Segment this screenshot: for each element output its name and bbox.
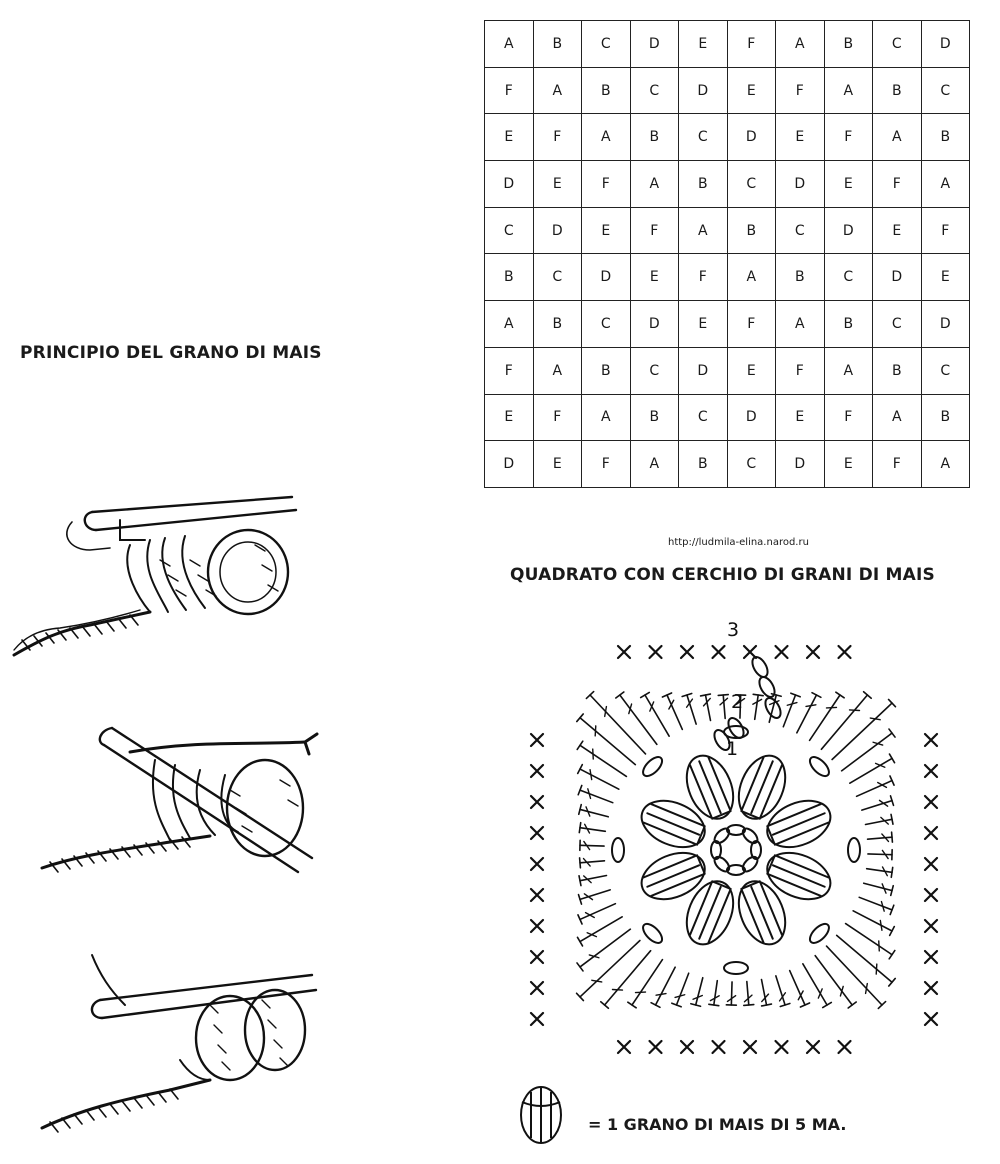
grid-cell: C: [921, 67, 970, 114]
grid-cell: B: [921, 394, 970, 441]
grid-cell: D: [485, 161, 534, 208]
grid-cell: A: [533, 67, 582, 114]
grid-cell: D: [533, 207, 582, 254]
grid-cell: B: [533, 21, 582, 68]
grid-cell: C: [727, 161, 776, 208]
grid-cell: F: [533, 394, 582, 441]
grid-cell: F: [776, 67, 825, 114]
source-url: http://ludmila-elina.narod.ru: [668, 537, 809, 548]
grid-cell: F: [921, 207, 970, 254]
grid-cell: A: [873, 114, 922, 161]
grid-cell: E: [776, 394, 825, 441]
grid-cell: B: [873, 347, 922, 394]
grid-cell: F: [582, 441, 631, 488]
grid-cell: C: [727, 441, 776, 488]
legend-text: = 1 GRANO DI MAIS DI 5 MA.: [588, 1115, 847, 1134]
grid-cell: E: [533, 441, 582, 488]
grid-cell: B: [485, 254, 534, 301]
grid-cell: E: [485, 114, 534, 161]
grid-cell: A: [873, 394, 922, 441]
grid-cell: A: [727, 254, 776, 301]
grid-cell: A: [921, 441, 970, 488]
grid-cell: C: [533, 254, 582, 301]
grid-cell: B: [776, 254, 825, 301]
round-number-1: 1: [726, 738, 739, 760]
grid-cell: A: [921, 161, 970, 208]
grid-cell: B: [582, 347, 631, 394]
grid-cell: F: [824, 394, 873, 441]
grid-cell: C: [679, 394, 728, 441]
grid-cell: C: [824, 254, 873, 301]
grid-cell: F: [485, 347, 534, 394]
grid-cell: E: [533, 161, 582, 208]
grid-cell: F: [679, 254, 728, 301]
grid-cell: E: [727, 347, 776, 394]
grid-cell: D: [727, 114, 776, 161]
grid-cell: D: [485, 441, 534, 488]
grid-cell: D: [921, 21, 970, 68]
grid-cell: C: [630, 347, 679, 394]
grid-cell: B: [679, 161, 728, 208]
grid-cell: B: [630, 114, 679, 161]
grid-cell: D: [582, 254, 631, 301]
grid-cell: F: [727, 21, 776, 68]
grid-cell: A: [582, 394, 631, 441]
grid-cell: B: [824, 21, 873, 68]
grid-cell: E: [873, 207, 922, 254]
grid-cell: D: [630, 301, 679, 348]
grid-cell: B: [727, 207, 776, 254]
grid-cell: E: [679, 21, 728, 68]
grid-cell: C: [679, 114, 728, 161]
grid-cell: F: [873, 161, 922, 208]
round-number-2: 2: [731, 691, 744, 713]
grid-cell: D: [824, 207, 873, 254]
grid-cell: D: [679, 67, 728, 114]
grid-cell: C: [582, 21, 631, 68]
grid-cell: E: [727, 67, 776, 114]
grid-cell: D: [630, 21, 679, 68]
grid-cell: B: [921, 114, 970, 161]
grid-cell: D: [679, 347, 728, 394]
grid-cell: D: [921, 301, 970, 348]
grid-cell: B: [679, 441, 728, 488]
grid-cell: F: [873, 441, 922, 488]
round-number-3: 3: [727, 619, 740, 641]
grid-cell: E: [582, 207, 631, 254]
grid-cell: F: [582, 161, 631, 208]
grid-cell: B: [873, 67, 922, 114]
grid-cell: F: [727, 301, 776, 348]
grid-cell: F: [630, 207, 679, 254]
grid-cell: A: [776, 301, 825, 348]
grid-cell: A: [630, 161, 679, 208]
grid-cell: B: [582, 67, 631, 114]
grid-cell: A: [776, 21, 825, 68]
grid-cell: A: [824, 347, 873, 394]
grid-cell: E: [776, 114, 825, 161]
grid-cell: A: [582, 114, 631, 161]
grid-cell: C: [776, 207, 825, 254]
grid-cell: F: [824, 114, 873, 161]
grid-cell: E: [679, 301, 728, 348]
grid-cell: F: [533, 114, 582, 161]
grid-cell: D: [776, 161, 825, 208]
grid-cell: C: [921, 347, 970, 394]
grid-cell: B: [630, 394, 679, 441]
grid-cell: E: [485, 394, 534, 441]
grid-cell: F: [776, 347, 825, 394]
left-diagram-title: PRINCIPIO DEL GRANO DI MAIS: [20, 343, 322, 363]
grid-cell: C: [873, 21, 922, 68]
grid-cell: B: [533, 301, 582, 348]
grid-cell: A: [679, 207, 728, 254]
grid-cell: E: [824, 161, 873, 208]
grid-cell: A: [485, 301, 534, 348]
grid-cell: A: [824, 67, 873, 114]
grid-cell: C: [630, 67, 679, 114]
grid-cell: B: [824, 301, 873, 348]
grid-cell: E: [630, 254, 679, 301]
grid-cell: D: [727, 394, 776, 441]
grid-cell: C: [582, 301, 631, 348]
grid-cell: A: [533, 347, 582, 394]
grid-cell: D: [873, 254, 922, 301]
grid-cell: C: [873, 301, 922, 348]
grid-cell: D: [776, 441, 825, 488]
grid-cell: C: [485, 207, 534, 254]
grid-cell: E: [921, 254, 970, 301]
grid-cell: A: [485, 21, 534, 68]
grid-cell: E: [824, 441, 873, 488]
grid-cell: F: [485, 67, 534, 114]
grid-cell: A: [630, 441, 679, 488]
right-diagram-title: QUADRATO CON CERCHIO DI GRANI DI MAIS: [510, 565, 935, 585]
